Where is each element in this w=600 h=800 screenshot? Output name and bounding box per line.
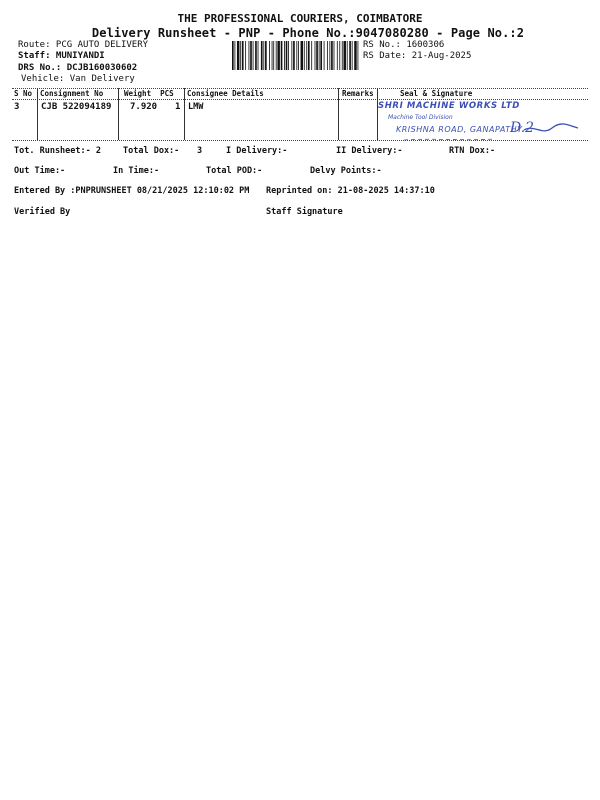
barcode-bar: [342, 41, 343, 70]
barcode-image: [232, 41, 360, 70]
barcode-bar: [284, 41, 285, 70]
entered-by: Entered By :PNPRUNSHEET 08/21/2025 12:10:02 PM: [14, 186, 250, 196]
verified-by: Verified By: [14, 207, 71, 217]
barcode-bar: [311, 41, 312, 70]
delvy-points: Delvy Points:-: [310, 166, 382, 176]
row-pcs: 1: [175, 102, 181, 112]
barcode-bar: [291, 41, 292, 70]
stamp-line-2: Machine Tool Division: [388, 114, 453, 121]
barcode-bar: [334, 41, 335, 70]
barcode-bar: [281, 41, 283, 70]
barcode-bar: [308, 41, 310, 70]
barcode-bar: [242, 41, 244, 70]
barcode-bar: [250, 41, 252, 70]
barcode-bar: [276, 41, 277, 70]
header-remarks: Remarks: [342, 89, 374, 98]
barcode-bar: [319, 41, 320, 70]
barcode-bar: [324, 41, 325, 70]
row-sno: 3: [14, 102, 20, 112]
barcode-bar: [354, 41, 356, 70]
barcode-bar: [329, 41, 330, 70]
i-delivery: I Delivery:-: [226, 146, 288, 156]
barcode-bar: [261, 41, 263, 70]
rtn-dox: RTN Dox:-: [449, 146, 496, 156]
ii-delivery: II Delivery:-: [336, 146, 403, 156]
stamp-line-1: SHRI MACHINE WORKS LTD: [378, 101, 520, 111]
barcode-bar: [265, 41, 267, 70]
barcode-bar: [296, 41, 297, 70]
barcode-bar: [339, 41, 340, 70]
rs-number: RS No.: 1600306: [363, 40, 445, 50]
total-dox-label: Total Dox:-: [123, 146, 180, 156]
row-consignment-no: CJB 522094189: [41, 102, 112, 112]
barcode-bar: [255, 41, 257, 70]
total-runsheet: Tot. Runsheet:- 2: [14, 146, 101, 156]
row-consignee: LMW: [188, 102, 204, 112]
barcode-bar: [306, 41, 307, 70]
barcode-bar: [277, 41, 279, 70]
barcode-bar: [258, 41, 259, 70]
column-divider: [118, 88, 119, 140]
header-sno: S No: [14, 89, 33, 98]
barcode-bar: [347, 41, 348, 70]
header-seal-signature: Seal & Signature: [400, 89, 473, 98]
barcode-bar: [331, 41, 333, 70]
out-time: Out Time:-: [14, 166, 66, 176]
barcode-bar: [269, 41, 270, 70]
barcode-bar: [349, 41, 351, 70]
column-divider: [338, 88, 339, 140]
barcode-bar: [301, 41, 303, 70]
header-consignee: Consignee Details: [187, 89, 264, 98]
barcode-bar: [288, 41, 289, 70]
barcode-bar: [315, 41, 316, 70]
company-title: THE PROFESSIONAL COURIERS, COIMBATORE: [177, 12, 423, 25]
column-divider: [184, 88, 185, 140]
barcode-bar: [352, 41, 353, 70]
barcode-bar: [358, 41, 359, 70]
staff-label: Staff: MUNIYANDI: [18, 51, 105, 61]
column-divider: [37, 88, 38, 140]
total-dox-value: 3: [197, 146, 203, 156]
total-pod: Total POD:-: [206, 166, 263, 176]
header-weight-pcs: Weight PCS: [124, 89, 174, 98]
staff-signature: Staff Signature: [266, 207, 343, 217]
vehicle-label: Vehicle: Van Delivery: [21, 74, 135, 84]
barcode-bar: [304, 41, 305, 70]
route-label: Route: PCG AUTO DELIVERY: [18, 40, 149, 50]
barcode-bar: [337, 41, 338, 70]
barcode-bar: [253, 41, 254, 70]
barcode-bar: [298, 41, 299, 70]
barcode-bar: [263, 41, 264, 70]
header-consignment: Consignment No: [40, 89, 104, 98]
barcode-bar: [272, 41, 273, 70]
reprinted-on: Reprinted on: 21-08-2025 14:37:10: [266, 186, 435, 196]
barcode-bar: [316, 41, 318, 70]
barcode-bar: [234, 41, 235, 70]
barcode-bar: [237, 41, 239, 70]
row-weight: 7.920: [130, 102, 158, 112]
barcode-bar: [327, 41, 328, 70]
barcode-bar: [249, 41, 250, 70]
barcode-bar: [232, 41, 234, 70]
stamp-line-3: KRISHNA ROAD, GANAPATHY: [396, 125, 523, 134]
svg-text:D.2: D.2: [510, 120, 535, 136]
rs-date: RS Date: 21-Aug-2025: [363, 51, 472, 61]
barcode-bar: [293, 41, 295, 70]
drs-number: DRS No.: DCJB160030602: [18, 63, 138, 73]
barcode-bar: [273, 41, 274, 70]
barcode-bar: [286, 41, 288, 70]
barcode-bar: [320, 41, 322, 70]
barcode-bar: [240, 41, 241, 70]
barcode-bar: [245, 41, 246, 70]
barcode-bar: [343, 41, 345, 70]
runsheet-subtitle: Delivery Runsheet - PNP - Phone No.:9047080280 - Page No.:2: [91, 26, 525, 40]
in-time: In Time:-: [113, 166, 160, 176]
company-seal-stamp: [374, 98, 584, 144]
